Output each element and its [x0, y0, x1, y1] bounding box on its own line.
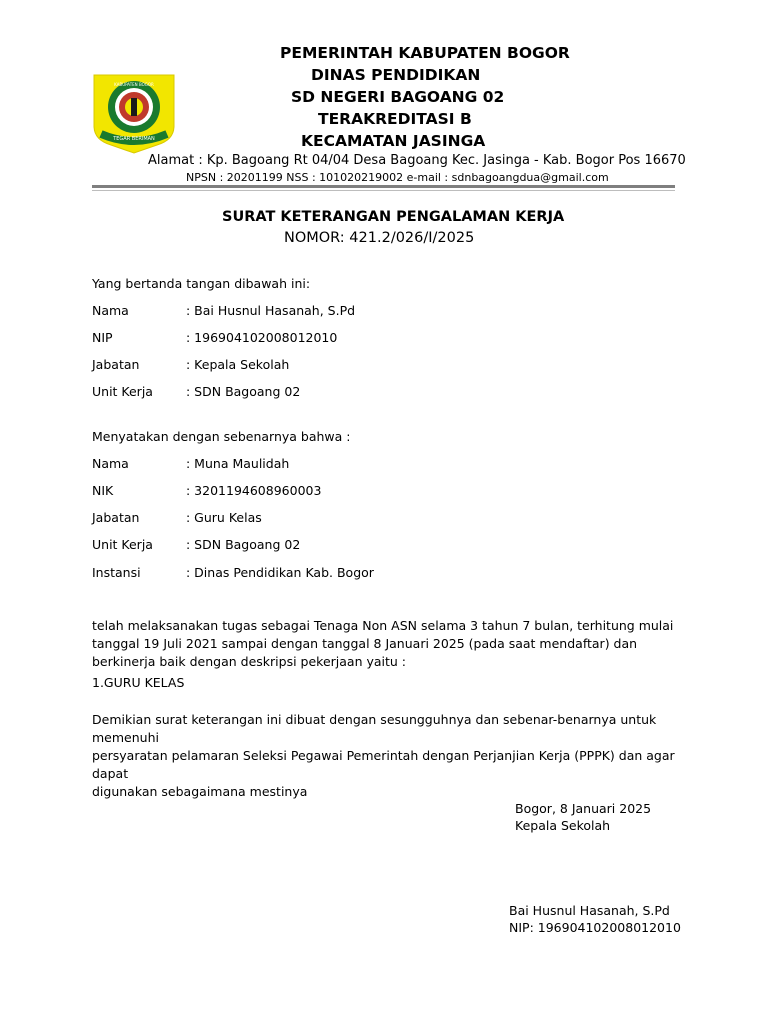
- header-agency: DINAS PENDIDIKAN: [311, 66, 481, 84]
- signer-unit-label: Unit Kerja: [92, 384, 153, 399]
- subject-name-value: : Muna Maulidah: [186, 456, 290, 471]
- signer-printed-nip: NIP: 196904102008012010: [509, 920, 681, 935]
- header-government: PEMERINTAH KABUPATEN BOGOR: [280, 44, 570, 62]
- header-address: Alamat : Kp. Bagoang Rt 04/04 Desa Bagoang Kec. Jasinga - Kab. Bogor Pos 16670: [148, 153, 686, 168]
- header-accreditation: TERAKREDITASI B: [318, 110, 472, 128]
- subject-position-value: : Guru Kelas: [186, 510, 262, 525]
- subject-intro: Menyatakan dengan sebenarnya bahwa :: [92, 429, 351, 444]
- logo-region-name: KABUPATEN BOGOR: [114, 82, 154, 87]
- service-statement-line: tanggal 19 Juli 2021 sampai dengan tanggal 8 Januari 2025 (pada saat mendaftar) dan: [92, 636, 638, 651]
- signer-unit-value: : SDN Bagoang 02: [186, 384, 301, 399]
- subject-nik-value: : 3201194608960003: [186, 483, 322, 498]
- header-divider-thin: [92, 190, 675, 191]
- signer-printed-name: Bai Husnul Hasanah, S.Pd: [509, 903, 670, 918]
- logo-motto: TEGAR BERIMAN: [113, 136, 155, 142]
- signer-nip-label: NIP: [92, 330, 113, 345]
- closing-paragraph-line: Demikian surat keterangan ini dibuat dengan sesungguhnya dan sebenar-benarnya untuk memenuhi: [92, 712, 657, 745]
- subject-unit-label: Unit Kerja: [92, 537, 153, 552]
- header-contact: NPSN : 20201199 NSS : 101020219002 e-mail : sdnbagoangdua@gmail.com: [186, 171, 609, 184]
- service-statement-paragraph: [92, 617, 674, 671]
- signer-position-label: Jabatan: [92, 357, 140, 372]
- header-district: KECAMATAN JASINGA: [301, 132, 486, 150]
- subject-unit-value: : SDN Bagoang 02: [186, 537, 301, 552]
- signer-nip-value: : 196904102008012010: [186, 330, 338, 345]
- closing-paragraph: [92, 711, 682, 801]
- subject-nik-label: NIK: [92, 483, 114, 498]
- place-date: Bogor, 8 Januari 2025: [515, 801, 652, 816]
- signer-position-value: : Kepala Sekolah: [186, 357, 290, 372]
- subject-agency-value: : Dinas Pendidikan Kab. Bogor: [186, 565, 374, 580]
- school-emblem-logo: [93, 74, 175, 154]
- signer-title: Kepala Sekolah: [515, 818, 611, 833]
- signer-name-label: Nama: [92, 303, 129, 318]
- header-school: SD NEGERI BAGOANG 02: [291, 88, 505, 106]
- service-statement-line: telah melaksanakan tugas sebagai Tenaga Non ASN selama 3 tahun 7 bulan, terhitung mulai: [92, 618, 674, 633]
- signer-name-value: : Bai Husnul Hasanah, S.Pd: [186, 303, 356, 318]
- closing-paragraph-line: persyaratan pelamaran Seleksi Pegawai Pemerintah dengan Perjanjian Kerja (PPPK) dan agar dapat: [92, 748, 675, 781]
- header-divider-thick: [92, 185, 675, 188]
- signer-intro: Yang bertanda tangan dibawah ini:: [92, 276, 311, 291]
- job-description-item: 1.GURU KELAS: [92, 675, 185, 690]
- subject-agency-label: Instansi: [92, 565, 141, 580]
- subject-name-label: Nama: [92, 456, 129, 471]
- service-statement-line: berkinerja baik dengan deskripsi pekerjaan yaitu :: [92, 654, 407, 669]
- closing-paragraph-line: digunakan sebagaimana mestinya: [92, 784, 308, 799]
- document-title: SURAT KETERANGAN PENGALAMAN KERJA: [222, 209, 565, 225]
- subject-position-label: Jabatan: [92, 510, 140, 525]
- document-number: NOMOR: 421.2/026/I/2025: [284, 230, 475, 246]
